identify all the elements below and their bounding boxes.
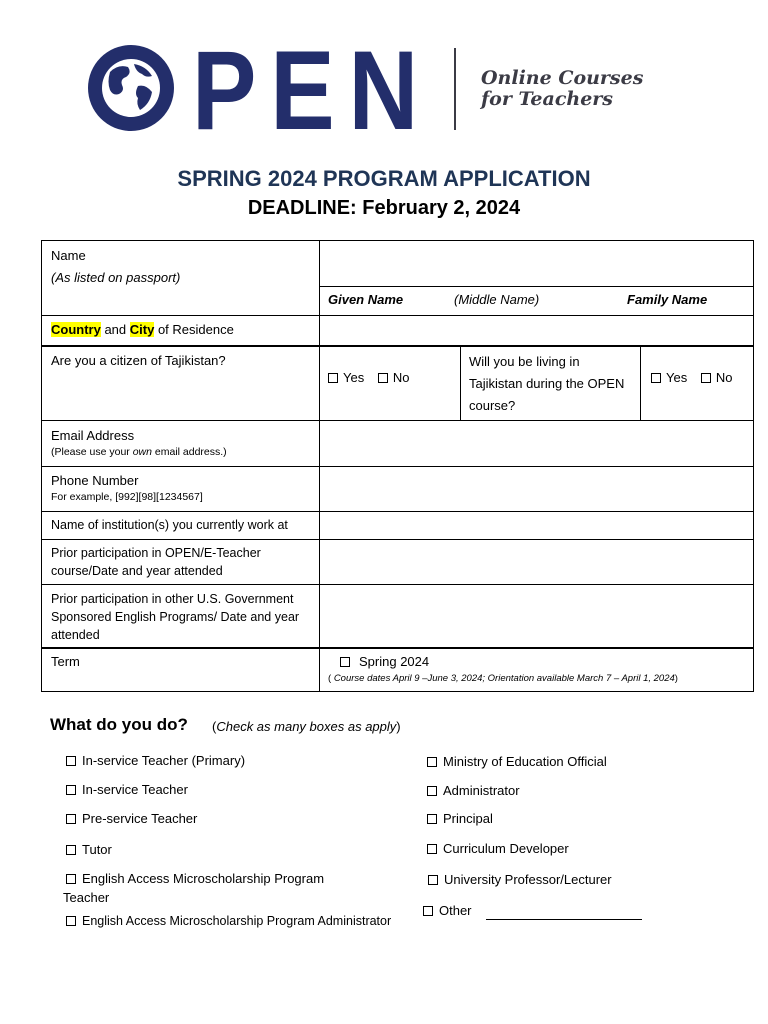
divider (640, 345, 641, 420)
checkbox-icon (66, 916, 76, 926)
role-label: In-service Teacher (Primary) (82, 753, 246, 768)
roles-hint (212, 719, 401, 734)
role-checkbox-right[interactable] (427, 840, 569, 858)
divider (319, 286, 753, 287)
role-label: Administrator (443, 783, 520, 798)
divider (42, 345, 753, 347)
prior-usg-label: Prior participation in other U.S. Government Sponsored English Programs/ Date and year attended (51, 592, 300, 642)
role-label: Principal (443, 811, 493, 826)
country-highlight: Country (51, 322, 101, 337)
divider (460, 345, 461, 420)
phone-label-text: Phone Number (51, 473, 139, 488)
email-label-text: Email Address (51, 428, 135, 443)
citizen-yes-checkbox[interactable] (328, 370, 364, 385)
checkbox-icon (427, 757, 437, 767)
city-highlight: City (129, 322, 155, 337)
checkbox-icon (66, 814, 76, 824)
living-no-checkbox[interactable] (701, 370, 733, 385)
role-label: Ministry of Education Official (443, 754, 607, 769)
living-no-label: No (715, 370, 733, 385)
role-label: English Access Microscholarship Program Administrator (82, 914, 392, 928)
checkbox-icon (66, 756, 76, 766)
role-label: Tutor (82, 842, 112, 857)
role-checkbox-left[interactable] (66, 781, 188, 799)
checkbox-icon (328, 373, 338, 383)
role-label: Curriculum Developer (443, 841, 569, 856)
role-checkbox-left[interactable] (66, 870, 324, 888)
role-checkbox-left[interactable] (66, 752, 245, 770)
application-form-table (41, 240, 754, 692)
role-checkbox-right[interactable] (428, 871, 612, 889)
role-checkbox-left[interactable] (66, 912, 391, 930)
checkbox-icon (651, 373, 661, 383)
residence-label (51, 321, 234, 339)
living-question: Will you be living in Tajikistan during the OPEN course? (469, 354, 625, 413)
role-label: In-service Teacher (82, 782, 188, 797)
email-hint-prefix: (Please use your (51, 446, 133, 458)
residence-input[interactable] (320, 316, 753, 344)
living-options (651, 369, 732, 387)
institution-field[interactable] (320, 512, 753, 538)
name-label (51, 247, 180, 287)
name-label-text: Name (51, 248, 86, 263)
divider (42, 647, 753, 649)
phone-hint: For example, [992][98][1234567] (51, 491, 203, 503)
checkbox-icon (427, 814, 437, 824)
role-label: University Professor/Lecturer (444, 872, 612, 887)
living-yes-checkbox[interactable] (651, 370, 687, 385)
living-yes-label: Yes (666, 370, 688, 385)
prior-open-label: Prior participation in OPEN/E-Teacher course/Date and year attended (51, 546, 261, 578)
citizen-options (328, 369, 409, 387)
term-spring-checkbox[interactable] (340, 653, 429, 671)
logo-divider (454, 48, 456, 130)
checkbox-icon (378, 373, 388, 383)
role-checkbox-right[interactable] (427, 753, 607, 771)
term-dates-close: ) (674, 673, 678, 684)
residence-and: and (100, 322, 130, 337)
email-field[interactable] (320, 421, 753, 465)
email-label (51, 427, 227, 459)
checkbox-icon (701, 373, 711, 383)
prior-open-field[interactable] (320, 540, 753, 583)
email-hint-suffix: email address.) (151, 446, 227, 458)
role-checkbox-other[interactable] (423, 902, 642, 920)
email-hint-own: own (132, 446, 152, 458)
middle-name-label: (Middle Name) (454, 292, 540, 307)
logo-wordmark: PEN (192, 42, 432, 134)
phone-label (51, 472, 203, 504)
email-hint (51, 445, 227, 459)
logo-tagline (481, 68, 643, 110)
citizen-no-checkbox[interactable] (378, 370, 410, 385)
role-label: Other (439, 903, 472, 918)
term-dates-open: ( (328, 673, 334, 684)
globe-icon (88, 45, 174, 131)
checkbox-icon (427, 844, 437, 854)
checkbox-icon (66, 785, 76, 795)
term-dates (328, 672, 678, 686)
role-checkbox-right[interactable] (427, 810, 493, 828)
checkbox-icon (428, 875, 438, 885)
checkbox-icon (66, 874, 76, 884)
citizen-yes-label: Yes (343, 370, 365, 385)
name-hint: (As listed on passport) (51, 270, 181, 285)
checkbox-icon (66, 845, 76, 855)
family-name-label: Family Name (627, 292, 708, 307)
term-option-label: Spring 2024 (359, 654, 430, 669)
logo-tagline-line2: for Teachers (481, 88, 614, 110)
deadline: DEADLINE: February 2, 2024 (247, 197, 521, 219)
role-label-continuation: Teacher (63, 890, 110, 905)
term-label: Term (51, 654, 80, 669)
roles-hint-close: ) (396, 719, 401, 734)
checkbox-icon (340, 657, 350, 667)
role-checkbox-left[interactable] (66, 810, 197, 828)
residence-rest: of Residence (154, 322, 234, 337)
given-name-label: Given Name (328, 292, 404, 307)
checkbox-icon (427, 786, 437, 796)
roles-heading: What do you do? (50, 715, 188, 734)
prior-usg-field[interactable] (320, 585, 753, 646)
roles-hint-text: Check as many boxes as apply (216, 719, 397, 734)
institution-label: Name of institution(s) you currently work at (51, 518, 288, 532)
citizen-question: Are you a citizen of Tajikistan? (51, 353, 226, 368)
logo-tagline-line1: Online Courses (481, 67, 644, 89)
role-label: Pre-service Teacher (82, 811, 198, 826)
term-dates-text: Course dates April 9 –June 3, 2024; Orientation available March 7 – April 1, 2024 (333, 673, 675, 684)
name-input[interactable] (320, 241, 753, 286)
citizen-no-label: No (392, 370, 410, 385)
role-label: English Access Microscholarship Program (82, 871, 325, 886)
role-checkbox-left[interactable] (66, 841, 112, 859)
checkbox-icon (423, 906, 433, 916)
phone-field[interactable] (320, 467, 753, 510)
roles-hint-open: ( (212, 719, 217, 734)
other-input-line[interactable] (486, 907, 642, 920)
page-title: SPRING 2024 PROGRAM APPLICATION (177, 166, 591, 191)
role-checkbox-right[interactable] (427, 782, 520, 800)
